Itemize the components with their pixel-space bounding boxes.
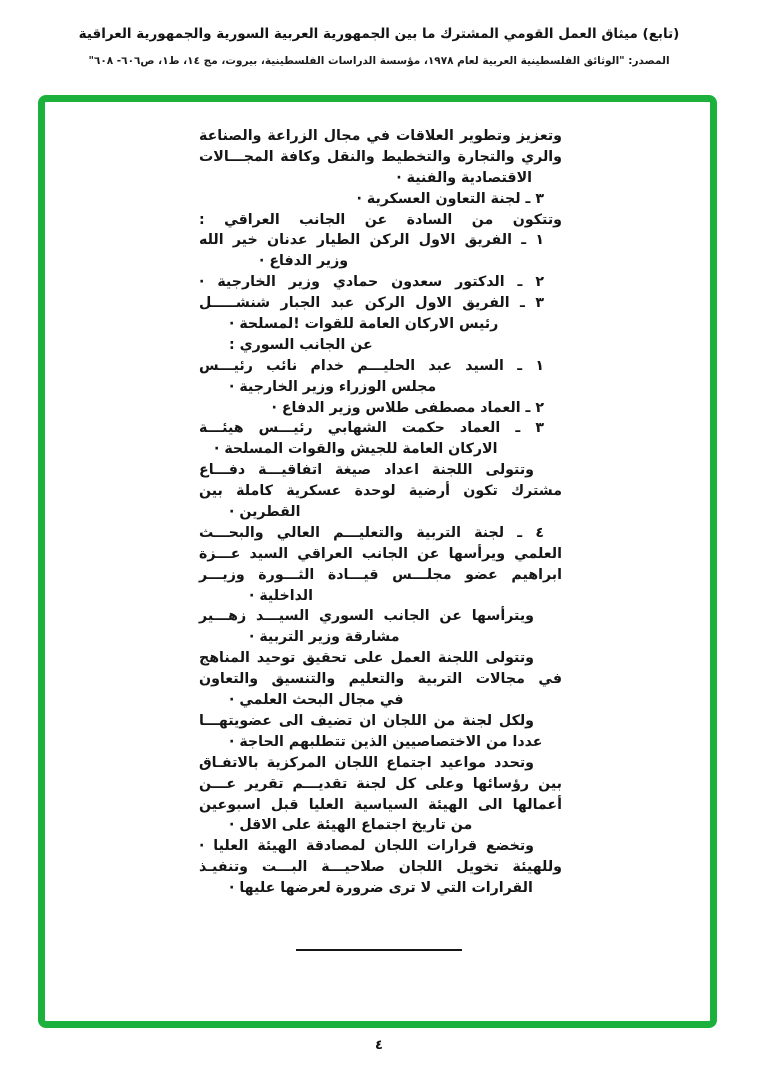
text-line: ١ ـ السيد عبد الحليـــم خدام نائب رئيـــس (199, 357, 544, 374)
page-number: ٤ (375, 1038, 383, 1053)
text-line: أعمالها الى الهيئة السياسية العليا قبل اسبوعين (199, 796, 562, 813)
text-line: في مجالات التربية والتعليم والتنسيق والتعاون (199, 671, 562, 688)
text-line: الاركان العامة للجيش والقوات المسلحة · (214, 441, 498, 458)
text-line: وزير الدفاع · (259, 253, 349, 270)
text-line: في مجال البحث العلمي · (229, 692, 404, 709)
text-line: العلمي ويرأسها عن الجانب العراقي السيد عـــزة (199, 545, 562, 562)
header-source-citation: المصدر: "الوثائق الفلسطينية العربية لعام ١٩٧٨، مؤسسة الدراسات الفلسطينية، بيروت، مج ١٤، ط١، ص٦٠٦- ٦٠٨" (88, 55, 670, 67)
text-line: ابراهيم عضو مجلـــس قيـــادة الثـــورة وزيـــر (199, 566, 562, 583)
text-line: ٢ ـ الدكتور سعدون حمادي وزير الخارجية · (199, 274, 544, 291)
text-line: وللهيئة تخويل اللجان صلاحيـــة البـــت وتنفيـذ (199, 859, 562, 876)
text-line: مشترك تكون أرضية لوحدة عسكرية كاملة بين (199, 483, 562, 500)
text-line: ٣ ـ لجنة التعاون العسكرية · (356, 190, 544, 207)
text-line: القطرين · (229, 504, 301, 521)
text-line: والري والتجارة والتخطيط والنقل وكافة المجـــالات (199, 148, 562, 165)
text-line: الاقتصادية والفنية · (396, 169, 532, 186)
text-line: الداخلية · (249, 587, 313, 604)
text-line: ٣ ـ الفريق الاول الركن عبد الجبار شنشـــــل (199, 295, 544, 312)
text-line: وتتولى اللجنة اعداد صيغة اتفاقيـــة دفـــاع (199, 462, 534, 479)
text-line: ٤ ـ لجنة التربية والتعليـــم العالي والبحـــث (199, 524, 544, 541)
text-line: مجلس الوزراء وزير الخارجية · (229, 378, 437, 395)
text-line: بين رؤسائها وعلى كل لجنة تقديـــم تقرير عـــن (199, 775, 562, 792)
body-text-column (199, 126, 562, 899)
text-line: وتخضع قرارات اللجان لمصادقة الهيئة العليا · (199, 838, 534, 855)
header-title: (تابع) ميثاق العمل القومي المشترك ما بين الجمهورية العربية السورية والجمهورية العراقية (78, 26, 680, 42)
text-line: رئيس الاركان العامة للقوات !لمسلحة · (229, 316, 499, 333)
text-line: القرارات التي لا ترى ضرورة لعرضها عليها · (229, 880, 533, 897)
footer-divider-rule (296, 949, 462, 951)
text-line: ويترأسها عن الجانب السوري السيـــد زهـــير (199, 608, 534, 625)
text-line: ٣ ـ العماد حكمت الشهابي رئيـــس هيئـــة (199, 420, 544, 437)
text-line: وتعزيز وتطوير العلاقات في مجال الزراعة والصناعة (199, 128, 562, 144)
text-line: عن الجانب السوري : (229, 336, 373, 353)
text-line: ٢ ـ العماد مصطفى طلاس وزير الدفاع · (271, 399, 544, 416)
text-line: وتتكون من السادة عن الجانب العراقي : (199, 211, 562, 228)
text-line: من تاريخ اجتماع الهيئة على الاقل · (229, 817, 473, 834)
text-line: وتحدد مواعيد اجتماع اللجان المركزية بالاتفـاق (199, 754, 534, 771)
text-line: ولكل لجنة من اللجان ان تضيف الى عضويتهـــا (199, 712, 534, 729)
text-line: ١ ـ الفريق الاول الركن الطيار عدنان خير الله (199, 232, 544, 249)
text-line: وتتولى اللجنة العمل على تحقيق توحيد المناهج (199, 650, 534, 667)
text-line: عددا من الاختصاصيين الذين تتطلبهم الحاجة · (229, 733, 543, 750)
text-line: مشارقة وزير التربية · (249, 629, 400, 646)
